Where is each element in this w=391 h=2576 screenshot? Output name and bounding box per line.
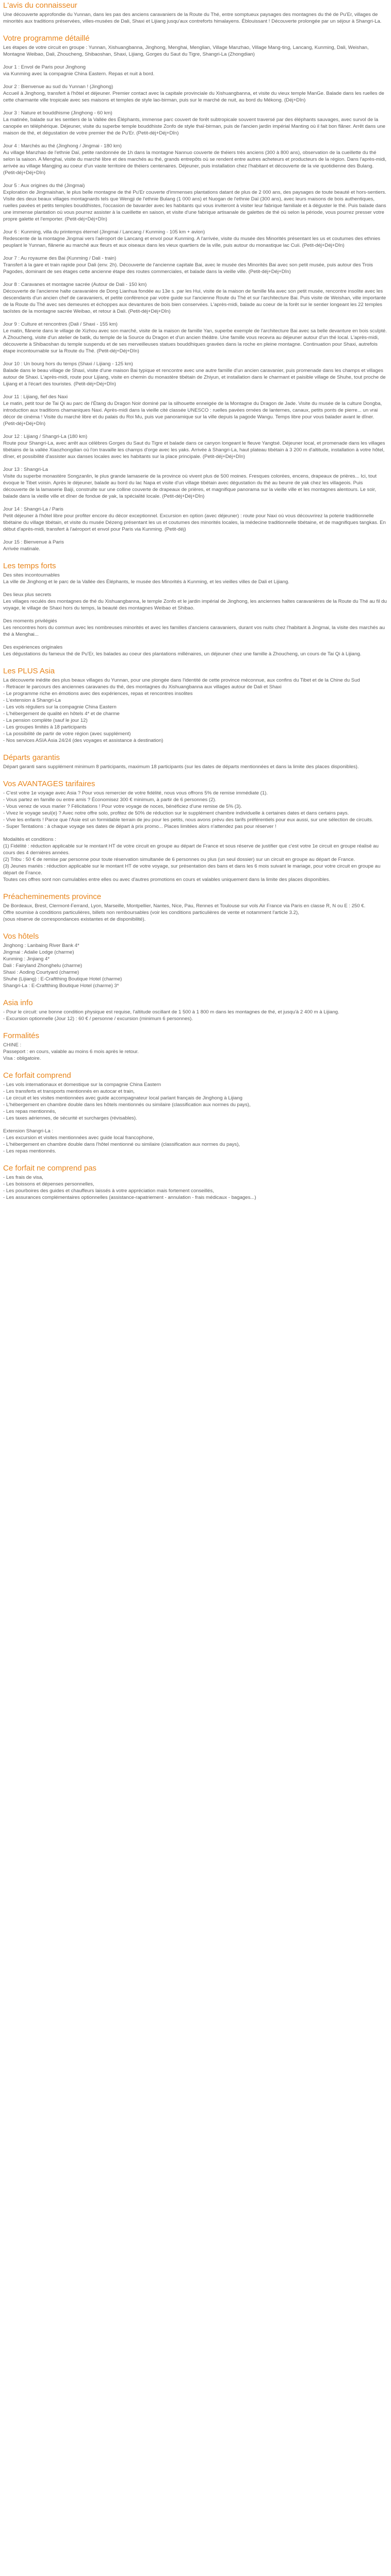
text-line: Jour 8 : Caravanes et montagne sacrée (Autour de Dali - 150 km): [3, 282, 147, 287]
text-block: [3, 321, 387, 354]
section-title: Vos hôtels: [3, 932, 39, 941]
text-block: [3, 1174, 387, 1201]
text-line: - La possibilité de partir de votre région (avec supplément): [3, 731, 131, 737]
text-line: - Les vols réguliers sur la compagnie China Eastern: [3, 704, 117, 710]
text-line: Transfert à la gare et train rapide pour Dali (env. 2h). Découverte de l'ancienne capitale Bai, avec le musée des Minorités Bai avec son petit musée, puis autour des Trois Pagodes, dominant de ses étages cette ancienne étape des routes commerciales, et balade dans la vieille ville. (Petit-déj+Déj+Dîn): [3, 262, 373, 275]
text-line: - Les assurances complémentaires optionnelles (assistance-rapatriement - annulation - frais médicaux - bagages...): [3, 1195, 256, 1200]
text-line: - Super Tentations : à chaque voyage ses dates de départ à prix promo... Places limitées alors n'attendez pas pour réserver !: [3, 824, 276, 829]
text-block: [3, 677, 387, 744]
text-line: Jour 12 : Lijiang / Shangri-La (180 km): [3, 434, 88, 439]
section-title: Préacheminements province: [3, 892, 102, 901]
text-line: Kunming : Jinjiang 4*: [3, 956, 50, 962]
text-line: Jour 9 : Culture et rencontres (Dali / Shaxi - 155 km): [3, 321, 118, 327]
text-line: Modalités et conditions :: [3, 837, 56, 842]
text-line: - Les excursion et visites mentionnées avec guide local francophone,: [3, 1135, 154, 1141]
text-line: Jour 7 : Au royaume des Bai (Kunming / Dali - train): [3, 256, 117, 261]
text-line: - Pour le circuit: une bonne condition physique est requise, l'altitude oscillant de 1 500 à 1 800 m dans les montagnes de thé, et jusqu'à 2 400 m à Lijiang.: [3, 1009, 339, 1015]
text-line: Le matin, flânerie dans le village de Xizhou avec son marché, visite de la maison de famille Yan, superbe exemple de l'architecture Bai avec sa belle devanture en bois sculpté. A Zhoucheng, visite d'un atelier de batik, du temple de la Source du Dragon et d'un ancien théâtre. Une famille vous recevra au déjeuner autour d'un thé local. L'après-midi, découverte à Shibaoshan du temple suspendu et de ses merveilleuses statues bouddhiques gravées dans la roche en pleine montagne. Continuation pour Shaxi, autrefois étape incontournable sur la Route du Thé. (Petit-déj+Déj+Dîn): [3, 328, 387, 354]
text-line: Passeport : en cours, valable au moins 6 mois après le retour.: [3, 1049, 139, 1055]
section-body: [3, 1042, 387, 1062]
text-block: [3, 1081, 387, 1122]
text-block: [3, 361, 387, 387]
text-line: - L'hébergement de qualité en hôtels 4* et de charme: [3, 711, 120, 717]
text-block: [3, 903, 387, 923]
text-line: Shaxi : Aoding Courtyard (charme): [3, 970, 79, 975]
text-line: Jour 2 : Bienvenue au sud du Yunnan ! (Jinghong): [3, 84, 113, 90]
text-line: Exploration de Jingmaishan, le plus belle montagne de thé Pu'Er couverte d'immenses plantations datant de plus de 2 000 ans, des paysages de toute beauté et hors-sentiers. Visite des deux beaux villages montagnards tels que Wengji de l'ethnie Bulang (1 000 ans) et Nuogan de l'ethnie Daï (300 ans), avec leurs maisons de bois authentiques, ruelles pavées et petits temples bouddhistes, l'occasion de bavarder avec les habitants qui vous inviteront à visiter leur fabrique familiale et à déguster le thé. Puis balade dans une immense plantation où vous pourrez assister à la cueillette en saison, et visite d'une fabrique artisanale de galettes de thé où selon la période, vous pourrez presser votre propre galette et l'emporter. (Petit-déj+Déj+Dîn): [3, 190, 386, 222]
text-line: (1) Fidélité : réduction applicable sur le montant HT de votre circuit en groupe au départ de France et sous réserve de justifier que c'est votre 1e circuit en groupe réalisé au cours des 4 dernières années.: [3, 843, 379, 856]
section-body: [3, 903, 387, 923]
text-line: Le matin, petit tour de Tai Qi au parc de l'Étang du Dragon Noir dominé par la silhouette enneigée de la Montagne du Dragon de Jade. Visite du musée de la culture Dongba, introduction aux traditions chamaniques Naxi. Après-midi dans la vieille cité classée UNESCO : ruelles pavées ornées de lanternes, canaux, petits ponts de pierre... un vrai décor de cinéma ! Visite du marché libre et du palais du Roi Mu, puis vue panoramique sur la ville depuis la pagode Wangu. Temps libre pour vous balader avant le dîner. (Petit-déj+Déj+Dîn): [3, 401, 382, 427]
text-line: Jour 6 : Kunming, villa du printemps éternel (Jingmai / Lancang / Kunming - 105 km + avion): [3, 229, 205, 235]
text-block: [3, 110, 387, 137]
text-line: La découverte inédite des plus beaux villages du Yunnan, pour une plongée dans l'identité de cette province méconnue, aux confins du Tibet et de la Chine du Sud: [3, 677, 360, 683]
text-line: Jour 11 : Lijiang, fief des Naxi: [3, 394, 68, 400]
text-line: Route pour Shangri-La, avec arrêt aux célèbres Gorges du Saut du Tigre et balade dans ce canyon longeant le fleuve Yangtsé. Déjeuner local, et promenade dans les villages tibétains de la vallée Xiaozhongdian où l'on travaille les champs d'orge avec les yaks. Arrivée à Shangri-La, haut plateau tibétain à 3 200 m d'altitude, installation à votre hôtel, dîner, et possibilité d'assister aux danses locales avec les habitants sur la place principale. (Petit-déj+Déj+Dîn): [3, 440, 385, 460]
section-body: [3, 790, 387, 883]
section-body: [3, 1174, 387, 1201]
text-line: Shangri-La : E-Craftthing Boutique Hotel (charme) 3*: [3, 983, 119, 989]
text-block: [3, 394, 387, 427]
section-body: [3, 942, 387, 989]
text-line: - Vivez le voyage seul(e) ? Avec notre offre solo, profitez de 50% de réduction sur le supplément chambre individuelle à certaines dates et dans certains pays.: [3, 810, 349, 816]
text-line: - Vous partez en famille ou entre amis ? Économisez 300 € minimum, à partir de 6 personnes (2).: [3, 797, 217, 803]
text-line: - Excursion optionnelle (Jour 12) : 60 € / personne / excursion (minimum 6 personnes).: [3, 1016, 193, 1022]
text-block: [3, 143, 387, 176]
text-block: [3, 1042, 387, 1062]
text-line: Jour 5 : Aux origines du thé (Jingmai): [3, 183, 85, 189]
text-block: [3, 618, 387, 638]
text-line: - Les groupes limités à 18 participants: [3, 724, 87, 730]
text-line: Jinghong : Lanbaing River Bank 4*: [3, 943, 79, 948]
section-body: [3, 1009, 387, 1022]
text-line: (2) Tribu : 50 € de remise par personne pour toute réservation simultanée de 6 personnes ou plus (un seul dossier) sur un circuit en groupe au départ de France.: [3, 857, 355, 862]
text-line: (sous réserve de correspondances existantes et de disponibilité).: [3, 917, 146, 922]
text-block: [3, 229, 387, 249]
text-line: - Le circuit et les visites mentionnées avec guide accompagnateur local parlant français de Jinghong à Lijiang: [3, 1095, 242, 1101]
text-block: [3, 11, 387, 25]
text-line: Jour 14 : Shangri-La / Paris: [3, 506, 63, 512]
text-line: Jour 15 : Bienvenue à Paris: [3, 539, 64, 545]
text-block: [3, 1009, 387, 1022]
text-line: Découverte de l'ancienne halte caravanière de Dong Lianhua fondée au 13e s. par les Hui, visite de la maison de famille Ma avec son petit musée, rencontre insolite avec les descendants d'un ancien chef de caravaniers, et petite conférence par votre guide sur l'ancienne Route du Thé et sur l'architecture Bai. Puis visite de Weishan, ville importante de la Route du Thé avec ses demeures et échoppes aux devantures de bois bien conservées. L'après-midi, balade au coeur de la forêt sur le sentier longeant les 22 temples taoïstes de la montagne sacrée Weibao, et retour à Dali. (Petit-déj+Déj+Dîn): [3, 289, 386, 314]
text-line: Des lieux plus secrets: [3, 592, 52, 598]
section-body: [3, 764, 387, 770]
text-line: Redescente de la montagne Jingmai vers l'aéroport de Lancang et envol pour Kunming. A l'arrivée, visite du musée des Minorités présentant les us et coutumes des ethnies peuplant le Yunnan, flânerie au marché aux fleurs et aux oiseaux dans les vieux quartiers de la ville, puis autour du monastique lac Cuii. (Petit-déj+Déj+Dîn): [3, 236, 381, 248]
section-title: Votre programme détaillé: [3, 34, 90, 43]
text-line: - Nos services ASIA Asia 24/24 (des voyages et assistance à destination): [3, 738, 164, 743]
text-block: [3, 182, 387, 223]
text-line: Extension Shangri-La :: [3, 1128, 54, 1134]
text-line: Une découverte approfondie du Yunnan, dans les pas des anciens caravaniers de la Route du Thé, entre somptueux paysages des montagnes du thé de Pu'Er, villages de minorités aux traditions préservées, villes-musées de Dali, Shaxi et Lijiang jusqu'aux contreforts himalayens. Éblouissant ! Découverte prolongée par un séjour à Shangri-La.: [3, 12, 382, 24]
text-line: Visite du superbe monastère Songzanlin, le plus grande lamaserie de la province où vivent plus de 500 moines. Fresques colorées, encens, drapeaux de prières... Ici, tout évoque le Tibet voisin. Après le déjeuner, balade au bord du lac Napa et visite d'un village tibétain avec dégustation du thé au beurre de yak chez les villageois. Puis découverte de la lamaserie Baiji, construite sur une colline couverte de drapeaux de prières, et magnifique panorama sur la vieille ville et les montagnes alentours. Le soir, balade dans la vieille ville et dîner de fondue de yak, la spécialité locale. (Petit-déj+Déj+Dîn): [3, 473, 377, 499]
section-title: Asia info: [3, 998, 33, 1007]
text-line: Les rencontres hors du commun avec les nombreuses minorités et avec les familles d'anciens caravaniers, durant vos nuits chez l'habitant à Jingmai, la visite des marchés au thé à Menghai...: [3, 625, 385, 637]
text-line: - Les frais de visa,: [3, 1175, 43, 1180]
text-line: Jour 3 : Nature et bouddhisme (Jinghong - 60 km): [3, 110, 112, 116]
text-line: Les villages reculés des montagnes de thé du Xishuangbanna, le temple Zonfo et le jardin impérial de Jinghong, les anciennes haltes caravanières de la Route du Thé au fil du voyage, le village de Shaxi hors du temps, la beauté des montagnes Weibao et Shibao.: [3, 599, 387, 611]
text-line: La matinée, balade sur les sentiers de la Vallée des Éléphants, immense parc couvert de forêt subtropicale souvent traversé par des éléphants sauvages, avec survol de la canopée en téléphérique. Déjeuner, visite du superbe temple bouddhiste Zonfo de style thaï-birman, puis de l'ancien jardin impérial Manting où il fait bon flâner. Arrêt dans une maison de thé, et dégustation de votre premier thé de Pu'Er. (Petit-déj+Déj+Dîn): [3, 117, 386, 136]
section-body: [3, 677, 387, 744]
text-line: - Vous venez de vous marier ? Félicitations ! Pour votre voyage de noces, bénéficiez d'une remise de 5% (3).: [3, 804, 242, 809]
text-line: Jour 13 : Shangri-La: [3, 467, 48, 472]
section-body: [3, 11, 387, 25]
text-block: [3, 790, 387, 830]
text-line: - Les boissons et dépenses personnelles,: [3, 1181, 94, 1187]
section-body: [3, 572, 387, 657]
text-line: Jour 10 : Un bourg hors du temps (Shaxi / Lijiang - 125 km): [3, 361, 133, 367]
text-line: Toutes ces offres sont non cumulables entre elles ou avec d'autres promotions en cours et valables uniquement dans la limite des places disponibles.: [3, 877, 331, 883]
text-line: - Le programme riche en émotions avec des expériences, repas et rencontres insolites: [3, 691, 193, 697]
section-title: Départs garantis: [3, 753, 60, 762]
text-block: [3, 644, 387, 657]
text-line: Dali : Fairyland Zhonghelu (charme): [3, 963, 83, 969]
text-block: [3, 591, 387, 612]
text-line: De Bordeaux, Brest, Clermont-Ferrand, Lyon, Marseille, Montpellier, Nantes, Nice, Pau, Rennes et Toulouse sur vols Air France via Paris en classe R, N ou E : 250 €.: [3, 903, 366, 909]
text-line: - L'hébergement en chambre double dans les hôtels mentionnés ou similaire (classification aux normes du pays),: [3, 1102, 251, 1108]
text-line: - Les repas mentionnés,: [3, 1109, 56, 1114]
text-line: Arrivée matinale.: [3, 546, 40, 552]
text-line: La ville de Jinghong et le parc de la Vallée des Éléphants, le musée des Minorités à Kunming, et les vieilles villes de Dali et Lijiang.: [3, 579, 289, 585]
text-line: - Les repas mentionnés.: [3, 1148, 56, 1154]
text-line: Jour 4 : Marchés au thé (Jinghong / Jingmai - 180 km): [3, 143, 122, 149]
text-line: (3) Jeunes mariés : réduction applicable sur le montant HT de votre voyage, sur présentation des bans et dans les 6 mois suivant le mariage, pour votre circuit en groupe au départ de France.: [3, 863, 381, 876]
text-line: - Les vols internationaux et domestique sur la compagnie China Eastern: [3, 1082, 161, 1088]
text-block: [3, 281, 387, 315]
text-line: Des sites incontournables: [3, 572, 60, 578]
text-line: - L'hébergement en chambre double dans l'hôtel mentionné ou similaire (classification aux normes du pays),: [3, 1142, 240, 1147]
text-block: [3, 1128, 387, 1155]
text-line: Jingmai : Adalie Lodge (charme): [3, 950, 74, 955]
text-line: Les dégustations du fameux thé de Pu'Er, les balades au coeur des plantations millénaires, un déjeuner chez une famille à Zhoucheng, un cours de Tai Qi à Lijiang.: [3, 651, 362, 657]
text-block: [3, 506, 387, 533]
text-block: [3, 64, 387, 77]
text-line: Offre soumise à conditions particulières, billets non remboursables (voir les conditions particulières de vente et notamment l'article 3.2),: [3, 910, 299, 916]
section-title: Vos AVANTAGES tarifaires: [3, 779, 95, 788]
text-block: [3, 255, 387, 275]
text-block: [3, 942, 387, 989]
text-block: [3, 433, 387, 460]
text-line: - Les taxes aériennes, de sécurité et surcharges (révisables).: [3, 1115, 137, 1121]
text-line: - Retracer le parcours des anciennes caravanes du thé, des montagnes du Xishuangbanna aux villages autour de Dali et Shaxi: [3, 684, 282, 690]
section-body: [3, 1081, 387, 1155]
section-title: Ce forfait comprend: [3, 1071, 71, 1080]
section-title: Les temps forts: [3, 562, 56, 570]
text-block: [3, 572, 387, 585]
text-line: via Kunming avec la compagnie China Eastern. Repas et nuit à bord.: [3, 71, 155, 77]
text-block: [3, 836, 387, 883]
text-line: Balade dans le beau village de Shaxi, visite d'une maison Bai typique et rencontre avec une autre famille d'un ancien caravanier, puis promenade dans les champs et villages autour de Shaxi. L'après-midi, route pour Lijiang, visite en chemin du monastère tibétain de Zhiyun, et installation dans le charmant et paisible village de Shuhe, tout proche de Lijiang et à l'écart des touristes. (Petit-déj+Déj+Dîn): [3, 368, 386, 387]
text-line: CHINE :: [3, 1042, 22, 1048]
section-title: Les PLUS Asia: [3, 667, 55, 675]
text-block: [3, 83, 387, 104]
text-line: - La pension complète (sauf le jour 12): [3, 718, 88, 723]
text-line: - L'extension à Shangri-La: [3, 698, 61, 703]
text-line: Départ garanti sans supplément minimum 8 participants, maximum 18 participants (sur les dates de départs mentionnées et dans la limite des places disponibles).: [3, 764, 359, 770]
text-line: Petit déjeuner à l'hôtel libre pour profiter encore du décor exceptionnel. Excursion en option (avec déjeuner) : route pour Naxi où vous découvrirez la poterie traditionnelle tibétaine du village tibétain, et visite du musée Dézeng présentant les us et coutumes des minorités locales, la médecine traditionnelle tibétaine, et de magnifiques tangkas. En début d'après-midi, transfert à l'aéroport et envol pour Paris via Kunming. (Petit-déj): [3, 513, 386, 532]
section-title: L'avis du connaisseur: [3, 1, 77, 10]
text-line: Accueil à Jinghong, transfert à l'hôtel et déjeuner. Premier contact avec la capitale provinciale du Xishuangbanna, et visite du vieux temple ManGe. Balade dans les ruelles de cette charmante ville tropicale avec ses maisons et temples de style lao-birman, puis sur le marché de nuit, au bord du Mékong. (Déj+Dîn): [3, 91, 384, 103]
section-title: Ce forfait ne comprend pas: [3, 1164, 96, 1173]
text-line: - Les pourboires des guides et chauffeurs laissés à votre appréciation mais fortement conseillés,: [3, 1188, 214, 1194]
text-line: - Les transferts et transports mentionnés en autocar et train,: [3, 1089, 135, 1094]
text-line: Des moments privilégiés: [3, 618, 57, 624]
text-line: Jour 1 : Envol de Paris pour Jinghong: [3, 64, 86, 70]
text-block: [3, 44, 387, 58]
text-block: [3, 539, 387, 552]
text-line: Visa : obligatoire.: [3, 1056, 41, 1061]
text-line: Des expériences originales: [3, 645, 63, 650]
section-title: Formalités: [3, 1031, 40, 1040]
text-line: - C'est votre 1e voyage avec Asia ? Pour vous remercier de votre fidélité, nous vous offrons 5% de remise immédiate (1).: [3, 790, 268, 796]
text-block: [3, 764, 387, 770]
text-line: Les étapes de votre circuit en groupe : Yunnan, Xishuangbanna, Jinghong, Menghai, Menglian, Village Manzhao, Village Mang-ting, Lancang, Kunming, Dali, Weishan, Montagne Weibao, Dali, Zhoucheng, Shibaoshan, Shaxi, Lijiang, Gorges du Saut du Tigre, Shangri-La (Zhongdian): [3, 45, 369, 57]
text-line: Shuhe (Lijiang) : E-Craftthing Boutique Hotel (charme): [3, 976, 122, 982]
section-body: [3, 44, 387, 552]
text-line: - Vive les enfants ! Parce que l'Asie est un formidable terrain de jeu pour les petits, nous avons prévu des tarifs préférentiels pour eux aussi, sur une sélection de circuits.: [3, 817, 373, 823]
text-block: [3, 466, 387, 500]
text-line: Au village Manzhao de l'ethnie Daï, petite randonnée de 1h dans la montagne Nannuo couverte de théiers très anciens (300 à 800 ans), observation de la cueillette du thé selon la saison. A Menghai, visite du marché libre et des marchés au thé, grands entrepôts où se rendent entre autres acheteurs et producteurs de la région. Dans l'après-midi, arrivée au village Mangjing au coeur d'un vaste territoire de théiers centenaires. Déjeuner, puis installation chez l'habitant et découverte de la vie quotidienne des Bulang. (Petit-déj+Déj+Dîn): [3, 150, 387, 176]
